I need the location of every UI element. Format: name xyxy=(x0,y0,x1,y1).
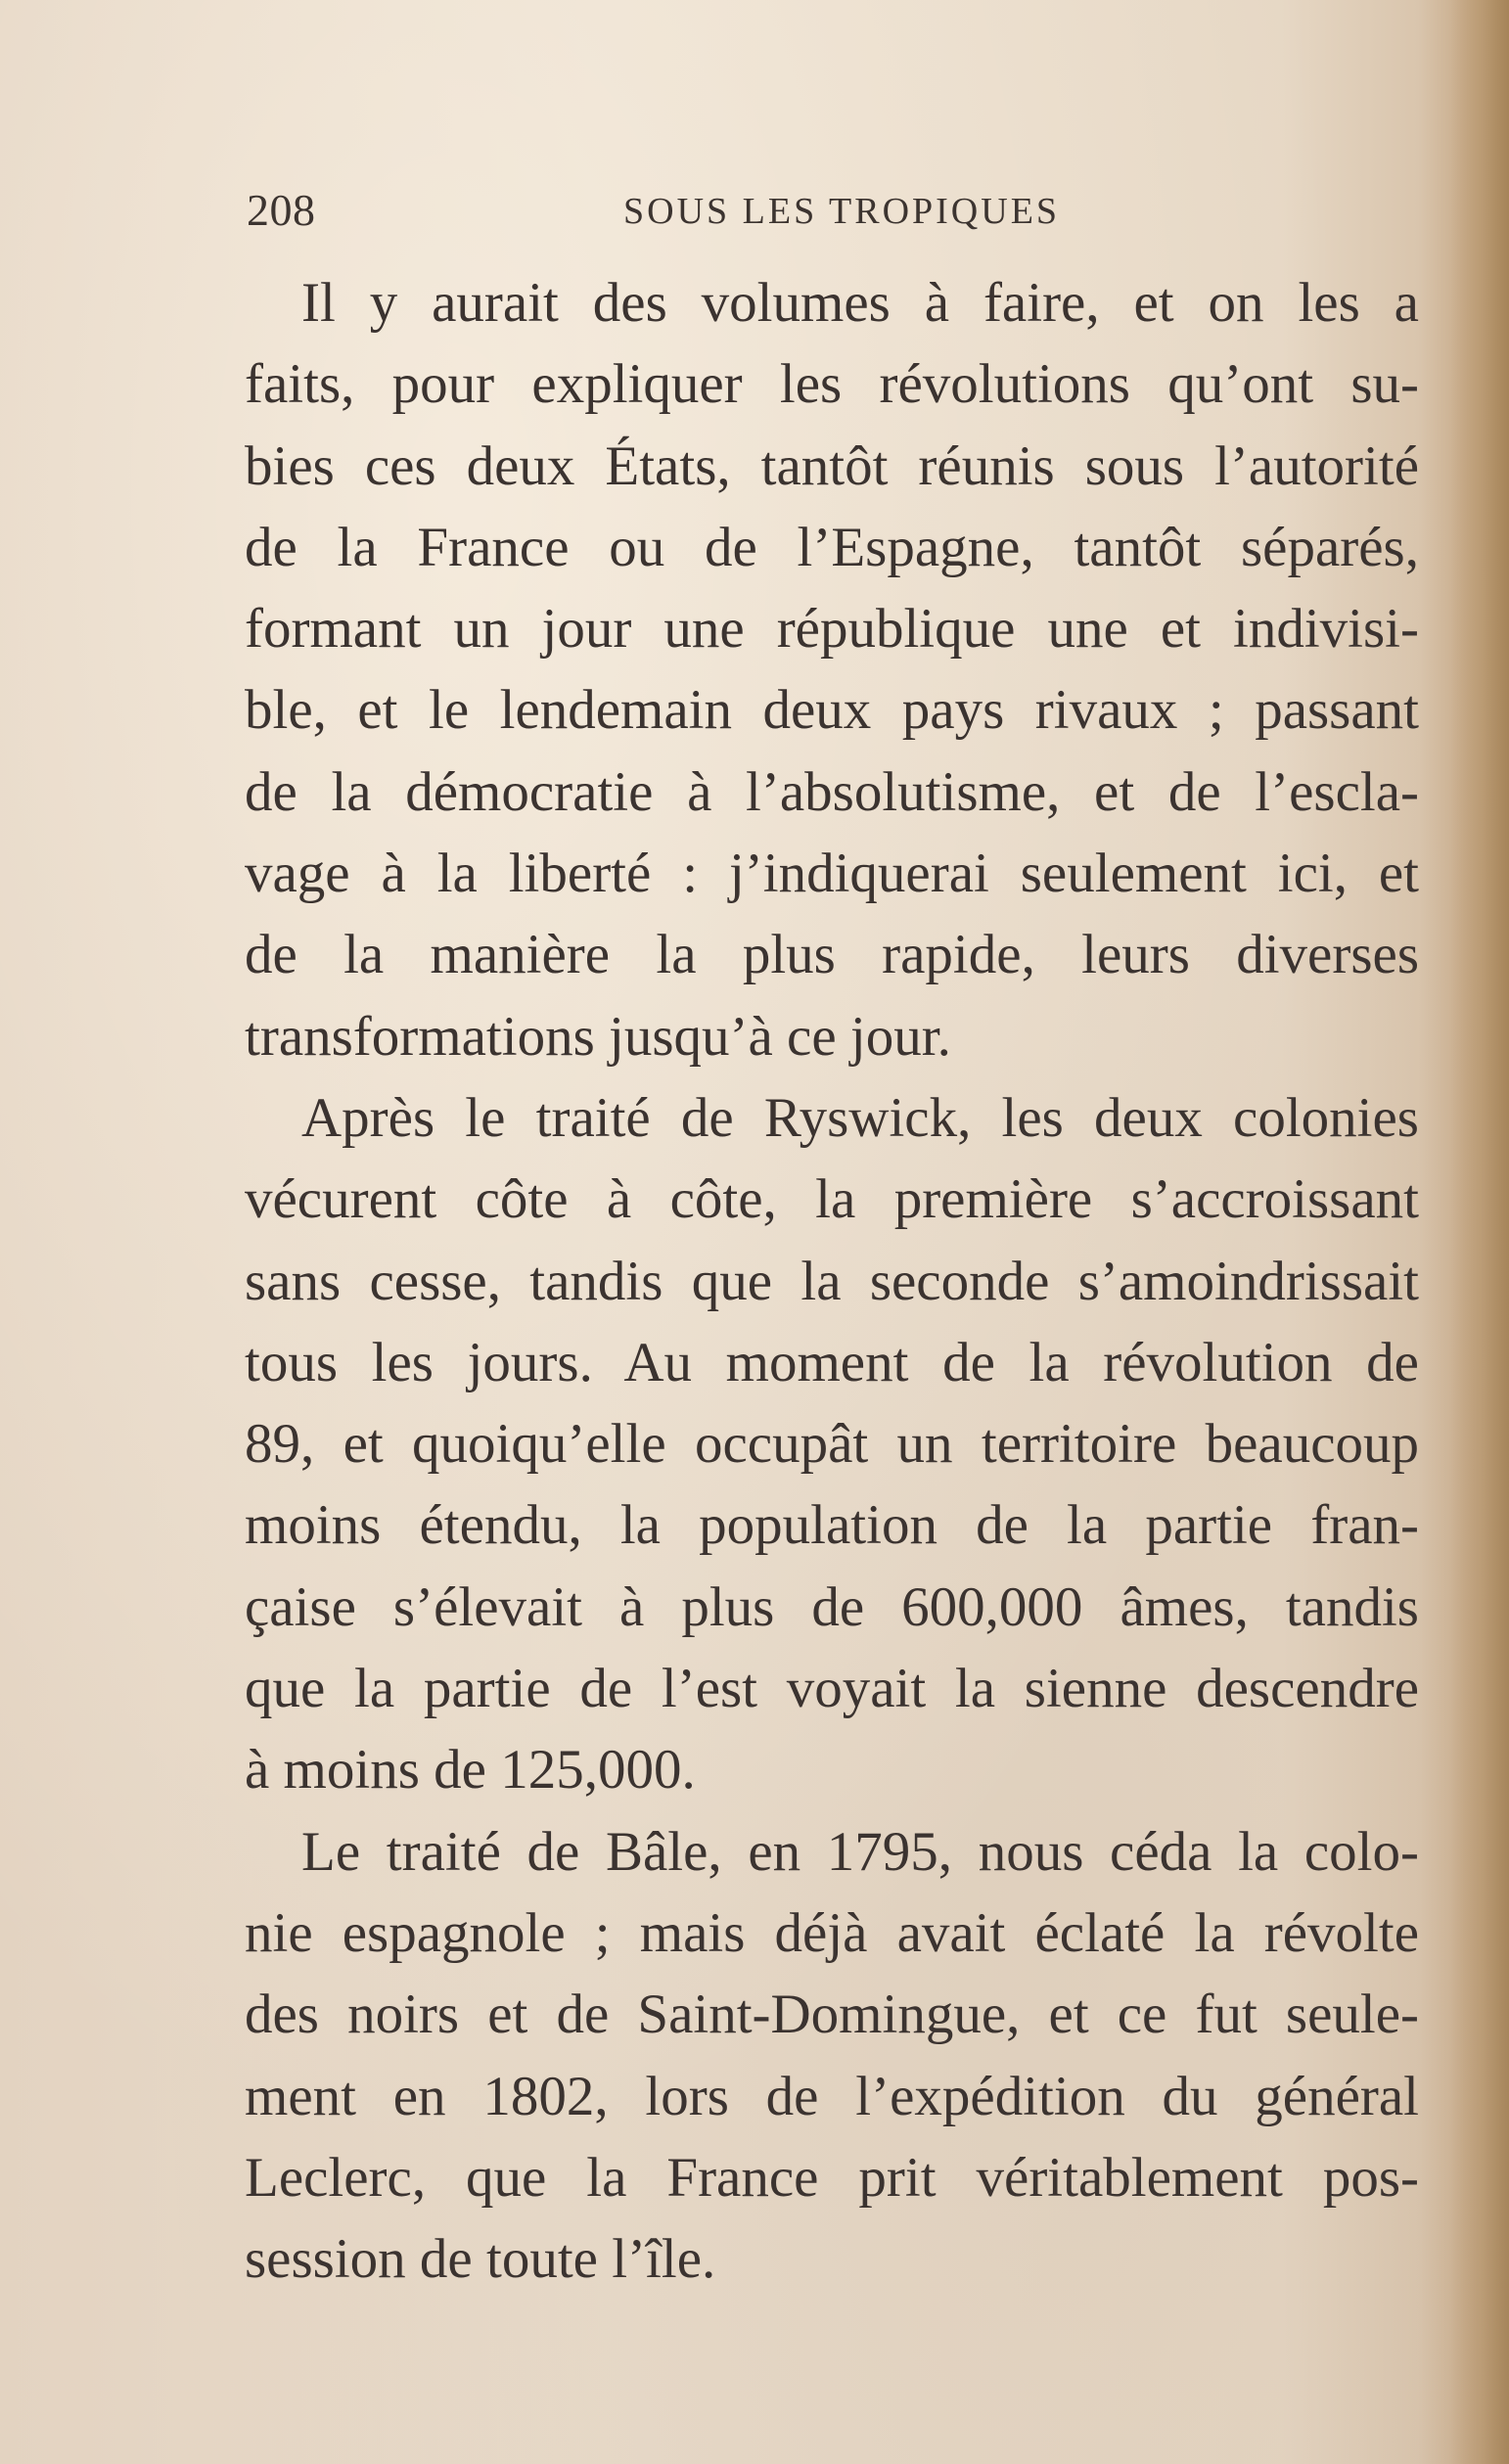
text-line: ment en 1802, lors de l’expédition du général xyxy=(245,2065,1419,2127)
text-line: Le traité de Bâle, en 1795, nous céda la colo- xyxy=(301,1820,1419,1883)
text-line: faits, pour expliquer les révolutions qu’ont su- xyxy=(245,353,1419,416)
running-title: SOUS LES TROPIQUES xyxy=(623,191,1061,232)
body-text xyxy=(245,262,1419,2300)
text-line: çaise s’élevait à plus de 600,000 âmes, tandis xyxy=(245,1575,1419,1638)
text-line: des noirs et de Saint-Domingue, et ce fut seule- xyxy=(245,1984,1419,2046)
text-line: 89, et quoiqu’elle occupât un territoire beaucoup xyxy=(245,1413,1419,1476)
text-line: de la manière la plus rapide, leurs diverses xyxy=(245,924,1419,986)
page-header xyxy=(247,184,1416,243)
text-line: vage à la liberté : j’indiquerai seulement ici, et xyxy=(245,843,1419,905)
text-line: Il y aurait des volumes à faire, et on les a xyxy=(301,272,1419,334)
text-line: ble, et le lendemain deux pays rivaux ; passant xyxy=(245,679,1419,742)
text-line: vécurent côte à côte, la première s’accroissant xyxy=(245,1168,1419,1231)
text-line: à moins de 125,000. xyxy=(245,1739,696,1802)
text-line: formant un jour une république une et indivisi- xyxy=(245,598,1419,661)
text-line: bies ces deux États, tantôt réunis sous l’autorité xyxy=(245,434,1419,497)
text-line: nie espagnole ; mais déjà avait éclaté la révolte xyxy=(245,1901,1419,1964)
text-line: session de toute l’île. xyxy=(245,2228,716,2291)
page-number: 208 xyxy=(247,185,316,235)
text-line: de la France ou de l’Espagne, tantôt séparés, xyxy=(245,516,1419,578)
text-line: Après le traité de Ryswick, les deux colonies xyxy=(301,1086,1419,1149)
text-line: que la partie de l’est voyait la sienne descendre xyxy=(245,1658,1419,1720)
text-line: Leclerc, que la France prit véritablement pos- xyxy=(245,2146,1419,2209)
page-edge-shadow xyxy=(1450,0,1509,2464)
text-line: transformations jusqu’à ce jour. xyxy=(245,1005,951,1068)
text-line: tous les jours. Au moment de la révolution de xyxy=(245,1331,1419,1393)
text-line: moins étendu, la population de la partie fran- xyxy=(245,1494,1419,1557)
text-line: sans cesse, tandis que la seconde s’amoindrissait xyxy=(245,1250,1419,1312)
text-line: de la démocratie à l’absolutisme, et de l’escla- xyxy=(245,760,1419,823)
